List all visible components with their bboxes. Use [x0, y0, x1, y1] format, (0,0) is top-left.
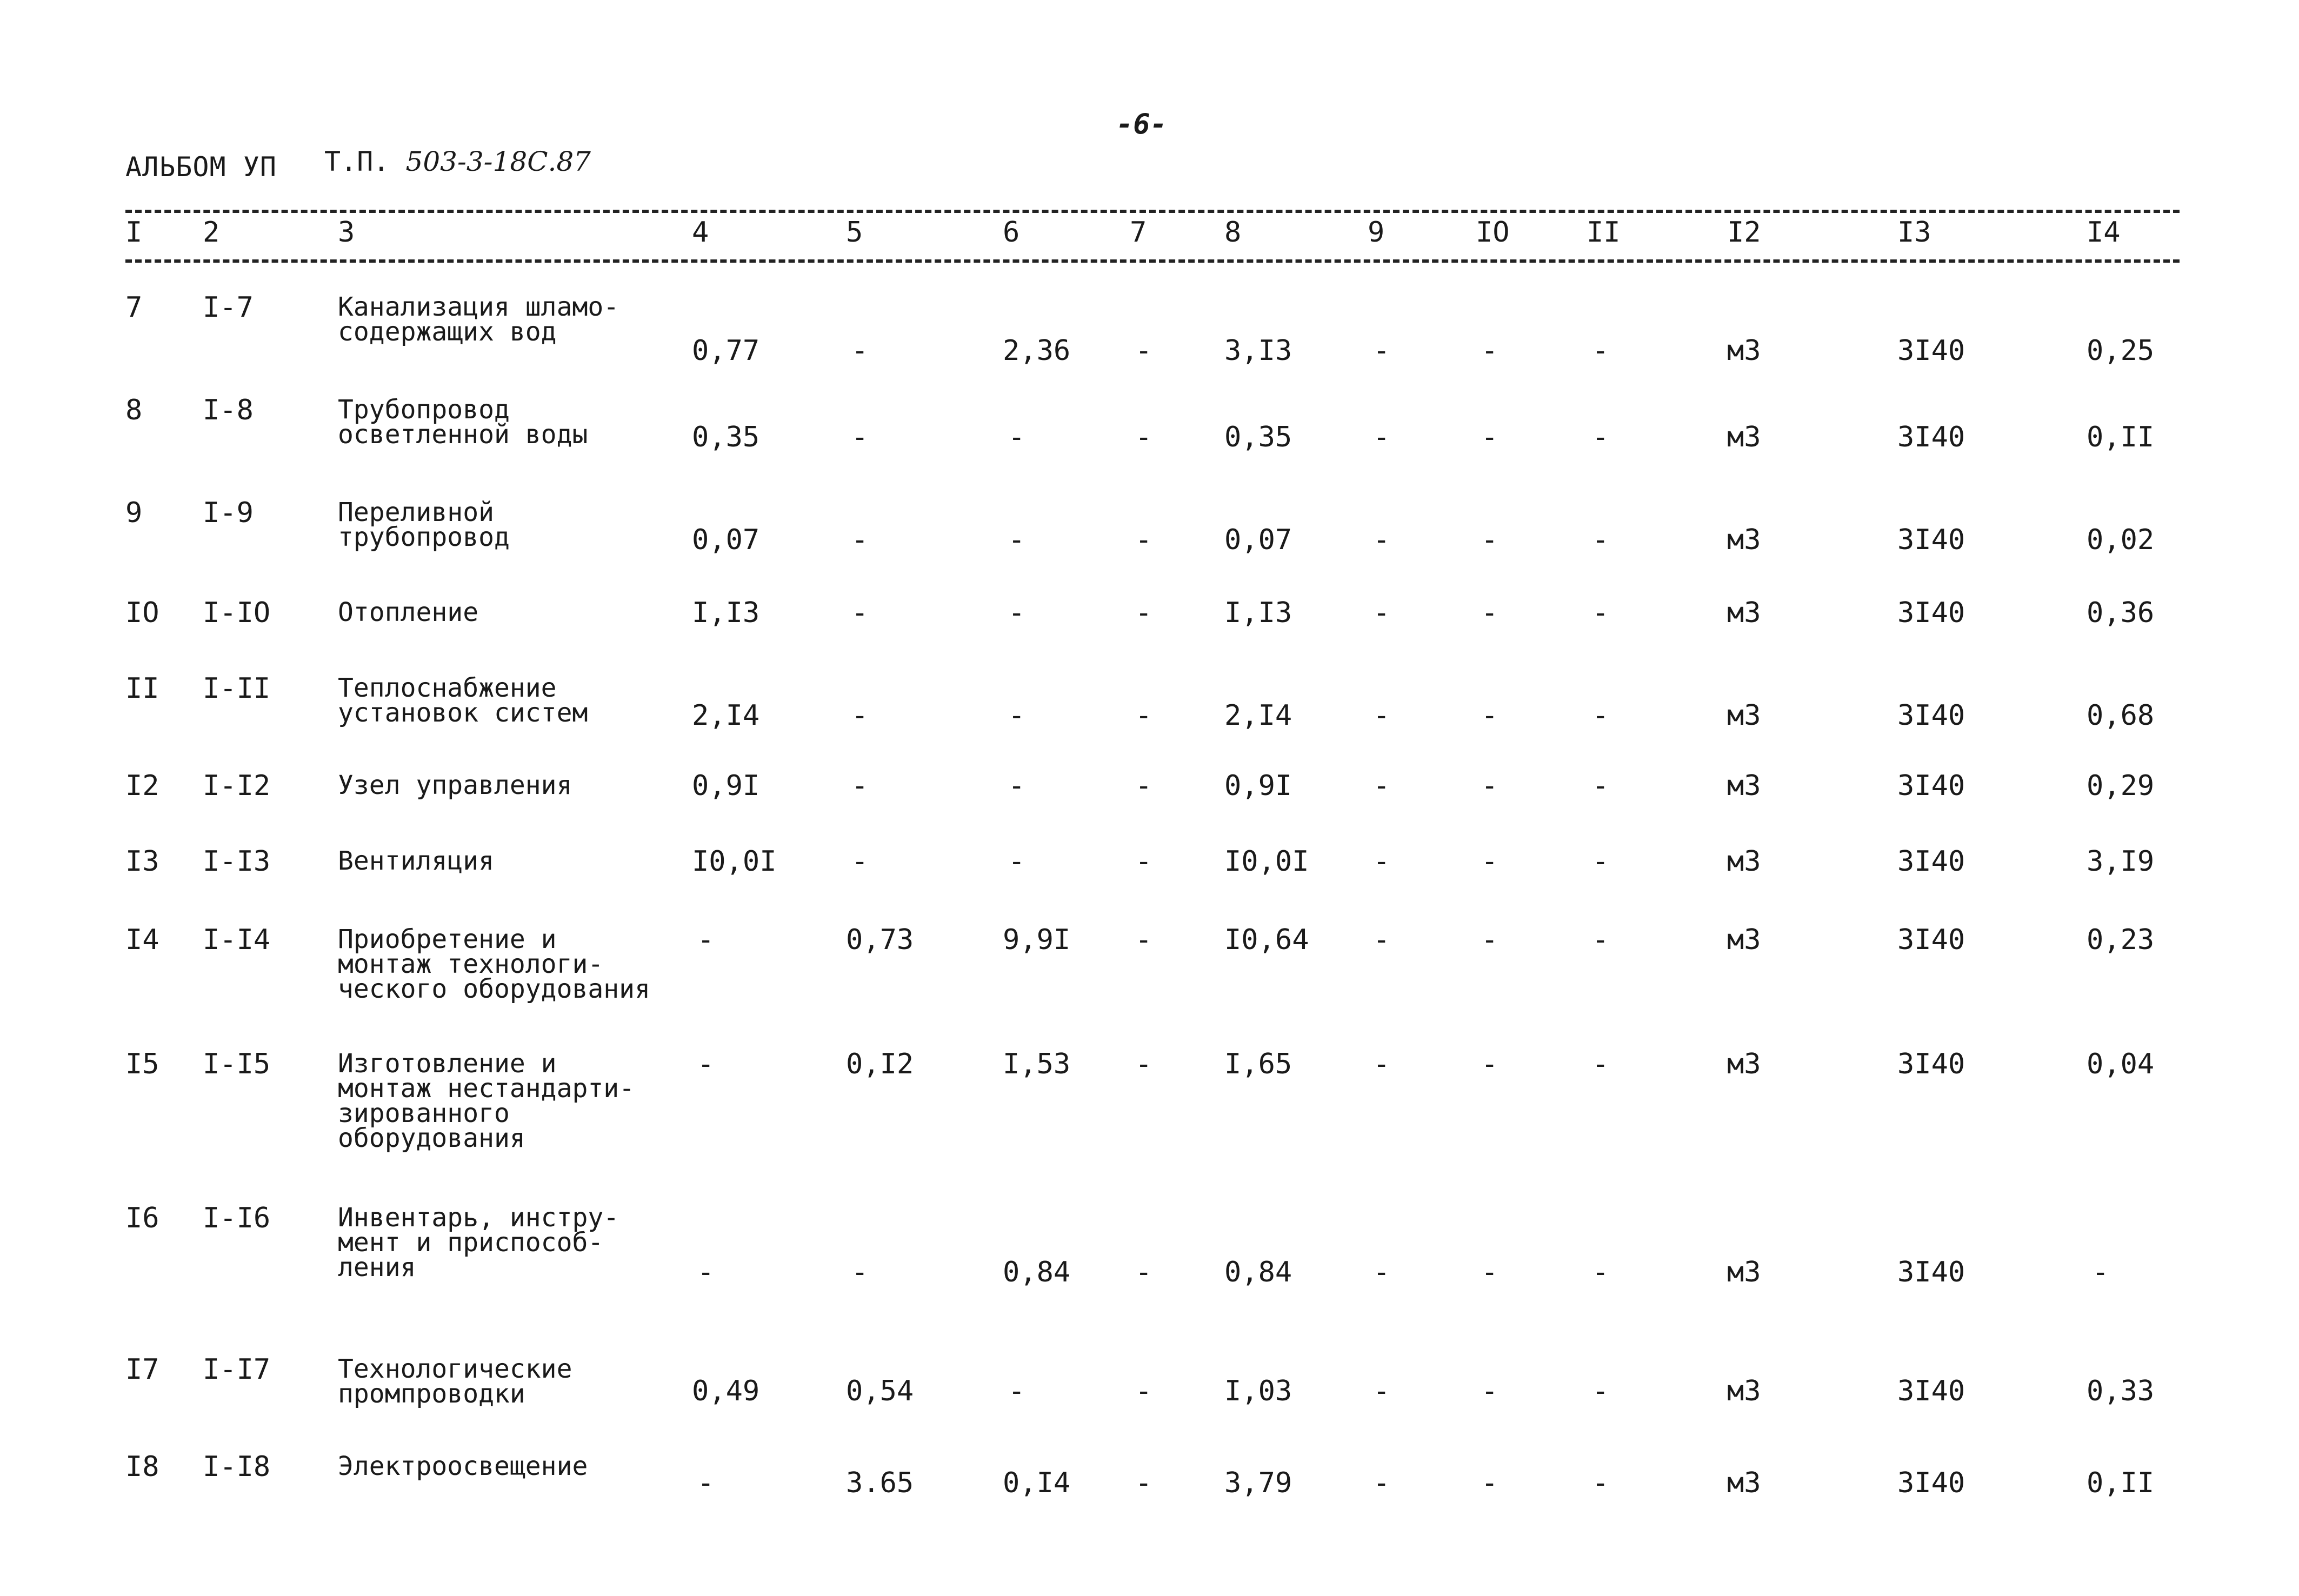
cell-col-4: - — [697, 1256, 715, 1288]
row-number: 7 — [125, 291, 143, 324]
row-description-line: Инвентарь, инстру- — [338, 1203, 619, 1233]
row-description-line: Приобретение и — [338, 924, 557, 954]
cell-col-4: - — [697, 1467, 715, 1499]
cell-col-10: - — [1481, 597, 1498, 629]
tp-prefix: Т.П. — [324, 146, 390, 177]
row-description-line: монтаж нестандарти- — [338, 1073, 635, 1104]
row-description-line: мент и приспособ- — [338, 1227, 604, 1258]
cell-col-5: - — [851, 845, 869, 878]
row-code: I-I5 — [203, 1048, 271, 1080]
cell-col-10: - — [1481, 1467, 1498, 1499]
row-number: I8 — [125, 1451, 159, 1483]
cell-col-4: I,I3 — [692, 597, 760, 629]
cell-col-6: - — [1008, 421, 1025, 453]
cell-col-13: 3I40 — [1897, 524, 1965, 556]
cell-col-12: м3 — [1727, 524, 1761, 556]
column-header: II — [1587, 216, 1621, 249]
cell-col-12: м3 — [1727, 1375, 1761, 1407]
cell-col-13: 3I40 — [1897, 597, 1965, 629]
tp-number: 503-3-18С.87 — [405, 146, 591, 177]
page-number: -6- — [1116, 108, 1167, 141]
cell-col-12: м3 — [1727, 335, 1761, 367]
row-code: I-7 — [203, 291, 254, 324]
cell-col-6: - — [1008, 699, 1025, 732]
cell-col-11: - — [1592, 421, 1609, 453]
row-description-line: Вентиляция — [338, 846, 494, 876]
cell-col-12: м3 — [1727, 1467, 1761, 1499]
cell-col-9: - — [1373, 597, 1390, 629]
row-description-line: Электроосвещение — [338, 1451, 588, 1481]
cell-col-14: 0,23 — [2087, 924, 2155, 956]
cell-col-14: 0,II — [2087, 1467, 2155, 1499]
header-rule-top — [125, 210, 2180, 213]
tp-code — [324, 146, 591, 177]
cell-col-11: - — [1592, 335, 1609, 367]
cell-col-13: 3I40 — [1897, 335, 1965, 367]
cell-col-5: - — [851, 770, 869, 802]
cell-col-12: м3 — [1727, 770, 1761, 802]
cell-col-14: 3,I9 — [2087, 845, 2155, 878]
cell-col-8: 0,07 — [1224, 524, 1292, 556]
column-header: 8 — [1224, 216, 1242, 249]
cell-col-4: 0,9I — [692, 770, 760, 802]
cell-col-13: 3I40 — [1897, 1375, 1965, 1407]
cell-col-13: 3I40 — [1897, 1256, 1965, 1288]
row-code: I-I7 — [203, 1353, 271, 1386]
cell-col-13: 3I40 — [1897, 770, 1965, 802]
row-description-line: оборудования — [338, 1123, 525, 1153]
cell-col-14: 0,II — [2087, 421, 2155, 453]
cell-col-7: - — [1135, 845, 1152, 878]
header-rule-bottom — [125, 259, 2180, 263]
row-code: I-I6 — [203, 1202, 271, 1234]
cell-col-9: - — [1373, 699, 1390, 732]
cell-col-8: 3,I3 — [1224, 335, 1292, 367]
column-header: 2 — [203, 216, 220, 249]
cell-col-5: - — [851, 524, 869, 556]
cell-col-6: - — [1008, 845, 1025, 878]
row-description-line: Узел управления — [338, 770, 572, 800]
row-number: I3 — [125, 845, 159, 878]
cell-col-9: - — [1373, 845, 1390, 878]
cell-col-8: I0,0I — [1224, 845, 1309, 878]
cell-col-6: 2,36 — [1003, 335, 1071, 367]
cell-col-11: - — [1592, 770, 1609, 802]
row-code: I-I2 — [203, 770, 271, 802]
row-code: I-9 — [203, 497, 254, 529]
cell-col-11: - — [1592, 845, 1609, 878]
cell-col-5: 0,73 — [846, 924, 914, 956]
row-description-line: монтаж технологи- — [338, 949, 604, 979]
row-code: I-IO — [203, 597, 271, 629]
column-header: I4 — [2087, 216, 2121, 249]
cell-col-4: - — [697, 1048, 715, 1080]
cell-col-7: - — [1135, 1467, 1152, 1499]
cell-col-4: 0,77 — [692, 335, 760, 367]
cell-col-11: - — [1592, 924, 1609, 956]
cell-col-5: - — [851, 699, 869, 732]
row-description-line: промпроводки — [338, 1379, 525, 1409]
row-description-line: зированного — [338, 1098, 510, 1128]
cell-col-11: - — [1592, 1375, 1609, 1407]
cell-col-4: 2,I4 — [692, 699, 760, 732]
cell-col-7: - — [1135, 1375, 1152, 1407]
cell-col-10: - — [1481, 421, 1498, 453]
cell-col-7: - — [1135, 770, 1152, 802]
cell-col-11: - — [1592, 699, 1609, 732]
row-number: 8 — [125, 394, 143, 426]
cell-col-6: 0,I4 — [1003, 1467, 1071, 1499]
cell-col-9: - — [1373, 1256, 1390, 1288]
row-number: I6 — [125, 1202, 159, 1234]
cell-col-6: 0,84 — [1003, 1256, 1071, 1288]
cell-col-9: - — [1373, 421, 1390, 453]
cell-col-14: 0,25 — [2087, 335, 2155, 367]
cell-col-12: м3 — [1727, 421, 1761, 453]
cell-col-11: - — [1592, 524, 1609, 556]
cell-col-13: 3I40 — [1897, 1048, 1965, 1080]
cell-col-14: 0,68 — [2087, 699, 2155, 732]
cell-col-6: - — [1008, 524, 1025, 556]
cell-col-13: 3I40 — [1897, 1467, 1965, 1499]
cell-col-14: 0,02 — [2087, 524, 2155, 556]
cell-col-6: - — [1008, 597, 1025, 629]
cell-col-9: - — [1373, 924, 1390, 956]
cell-col-8: I,I3 — [1224, 597, 1292, 629]
column-header: 5 — [846, 216, 863, 249]
cell-col-6: - — [1008, 770, 1025, 802]
cell-col-13: 3I40 — [1897, 924, 1965, 956]
cell-col-8: I,65 — [1224, 1048, 1292, 1080]
cell-col-10: - — [1481, 924, 1498, 956]
row-number: 9 — [125, 497, 143, 529]
cell-col-8: I0,64 — [1224, 924, 1309, 956]
album-label: АЛЬБОМ УП — [125, 151, 277, 183]
cell-col-7: - — [1135, 1048, 1152, 1080]
cell-col-14: - — [2092, 1256, 2109, 1288]
cell-col-13: 3I40 — [1897, 699, 1965, 732]
cell-col-5: - — [851, 335, 869, 367]
cell-col-9: - — [1373, 1048, 1390, 1080]
cell-col-14: 0,04 — [2087, 1048, 2155, 1080]
cell-col-11: - — [1592, 1467, 1609, 1499]
cell-col-13: 3I40 — [1897, 845, 1965, 878]
cell-col-4: 0,49 — [692, 1375, 760, 1407]
cell-col-13: 3I40 — [1897, 421, 1965, 453]
cell-col-9: - — [1373, 524, 1390, 556]
cell-col-5: 3.65 — [846, 1467, 914, 1499]
column-header: I — [125, 216, 143, 249]
cell-col-6: 9,9I — [1003, 924, 1071, 956]
cell-col-10: - — [1481, 770, 1498, 802]
row-description-line: содержащих вод — [338, 317, 557, 347]
row-code: I-I8 — [203, 1451, 271, 1483]
row-code: I-8 — [203, 394, 254, 426]
cell-col-4: 0,35 — [692, 421, 760, 453]
column-header: 9 — [1368, 216, 1385, 249]
row-description-line: Канализация шламо- — [338, 292, 619, 322]
cell-col-10: - — [1481, 1375, 1498, 1407]
cell-col-4: 0,07 — [692, 524, 760, 556]
cell-col-7: - — [1135, 597, 1152, 629]
row-number: I2 — [125, 770, 159, 802]
cell-col-5: - — [851, 421, 869, 453]
cell-col-4: I0,0I — [692, 845, 777, 878]
column-header: I2 — [1727, 216, 1761, 249]
cell-col-14: 0,29 — [2087, 770, 2155, 802]
cell-col-12: м3 — [1727, 597, 1761, 629]
cell-col-12: м3 — [1727, 1256, 1761, 1288]
row-description-line: Теплоснабжение — [338, 673, 557, 703]
column-header: 6 — [1003, 216, 1020, 249]
cell-col-11: - — [1592, 1256, 1609, 1288]
cell-col-7: - — [1135, 421, 1152, 453]
row-code: I-II — [203, 672, 271, 705]
cell-col-8: I,03 — [1224, 1375, 1292, 1407]
cell-col-12: м3 — [1727, 845, 1761, 878]
cell-col-7: - — [1135, 1256, 1152, 1288]
cell-col-9: - — [1373, 770, 1390, 802]
cell-col-8: 0,84 — [1224, 1256, 1292, 1288]
row-code: I-I4 — [203, 924, 271, 956]
cell-col-9: - — [1373, 335, 1390, 367]
row-description-line: Переливной — [338, 497, 494, 527]
cell-col-10: - — [1481, 524, 1498, 556]
cell-col-9: - — [1373, 1375, 1390, 1407]
cell-col-11: - — [1592, 1048, 1609, 1080]
cell-col-6: I,53 — [1003, 1048, 1071, 1080]
cell-col-7: - — [1135, 335, 1152, 367]
row-description-line: Изготовление и — [338, 1049, 557, 1079]
row-description-line: трубопровод — [338, 522, 510, 552]
cell-col-10: - — [1481, 1048, 1498, 1080]
cell-col-9: - — [1373, 1467, 1390, 1499]
cell-col-7: - — [1135, 524, 1152, 556]
cell-col-8: 3,79 — [1224, 1467, 1292, 1499]
column-header: 7 — [1130, 216, 1147, 249]
cell-col-10: - — [1481, 335, 1498, 367]
cell-col-10: - — [1481, 699, 1498, 732]
column-header: 4 — [692, 216, 709, 249]
row-number: I5 — [125, 1048, 159, 1080]
cell-col-5: 0,54 — [846, 1375, 914, 1407]
row-description-line: Отопление — [338, 597, 479, 627]
cell-col-4: - — [697, 924, 715, 956]
cell-col-7: - — [1135, 699, 1152, 732]
row-description-line: установок систем — [338, 698, 588, 728]
cell-col-12: м3 — [1727, 1048, 1761, 1080]
row-number: II — [125, 672, 159, 705]
cell-col-12: м3 — [1727, 699, 1761, 732]
cell-col-12: м3 — [1727, 924, 1761, 956]
cell-col-5: 0,I2 — [846, 1048, 914, 1080]
cell-col-7: - — [1135, 924, 1152, 956]
column-header: IO — [1476, 216, 1510, 249]
row-description-line: Технологические — [338, 1354, 572, 1384]
cell-col-5: - — [851, 597, 869, 629]
cell-col-8: 2,I4 — [1224, 699, 1292, 732]
cell-col-14: 0,33 — [2087, 1375, 2155, 1407]
cell-col-10: - — [1481, 845, 1498, 878]
cell-col-5: - — [851, 1256, 869, 1288]
cell-col-14: 0,36 — [2087, 597, 2155, 629]
row-number: IO — [125, 597, 159, 629]
row-description-line: ческого оборудования — [338, 974, 650, 1004]
column-header: I3 — [1897, 216, 1931, 249]
cell-col-11: - — [1592, 597, 1609, 629]
row-number: I7 — [125, 1353, 159, 1386]
cell-col-8: 0,9I — [1224, 770, 1292, 802]
column-header: 3 — [338, 216, 355, 249]
row-description-line: ления — [338, 1252, 416, 1283]
row-code: I-I3 — [203, 845, 271, 878]
row-description-line: осветленной воды — [338, 419, 588, 450]
cell-col-8: 0,35 — [1224, 421, 1292, 453]
cell-col-6: - — [1008, 1375, 1025, 1407]
row-description-line: Трубопровод — [338, 395, 510, 425]
cell-col-10: - — [1481, 1256, 1498, 1288]
row-number: I4 — [125, 924, 159, 956]
